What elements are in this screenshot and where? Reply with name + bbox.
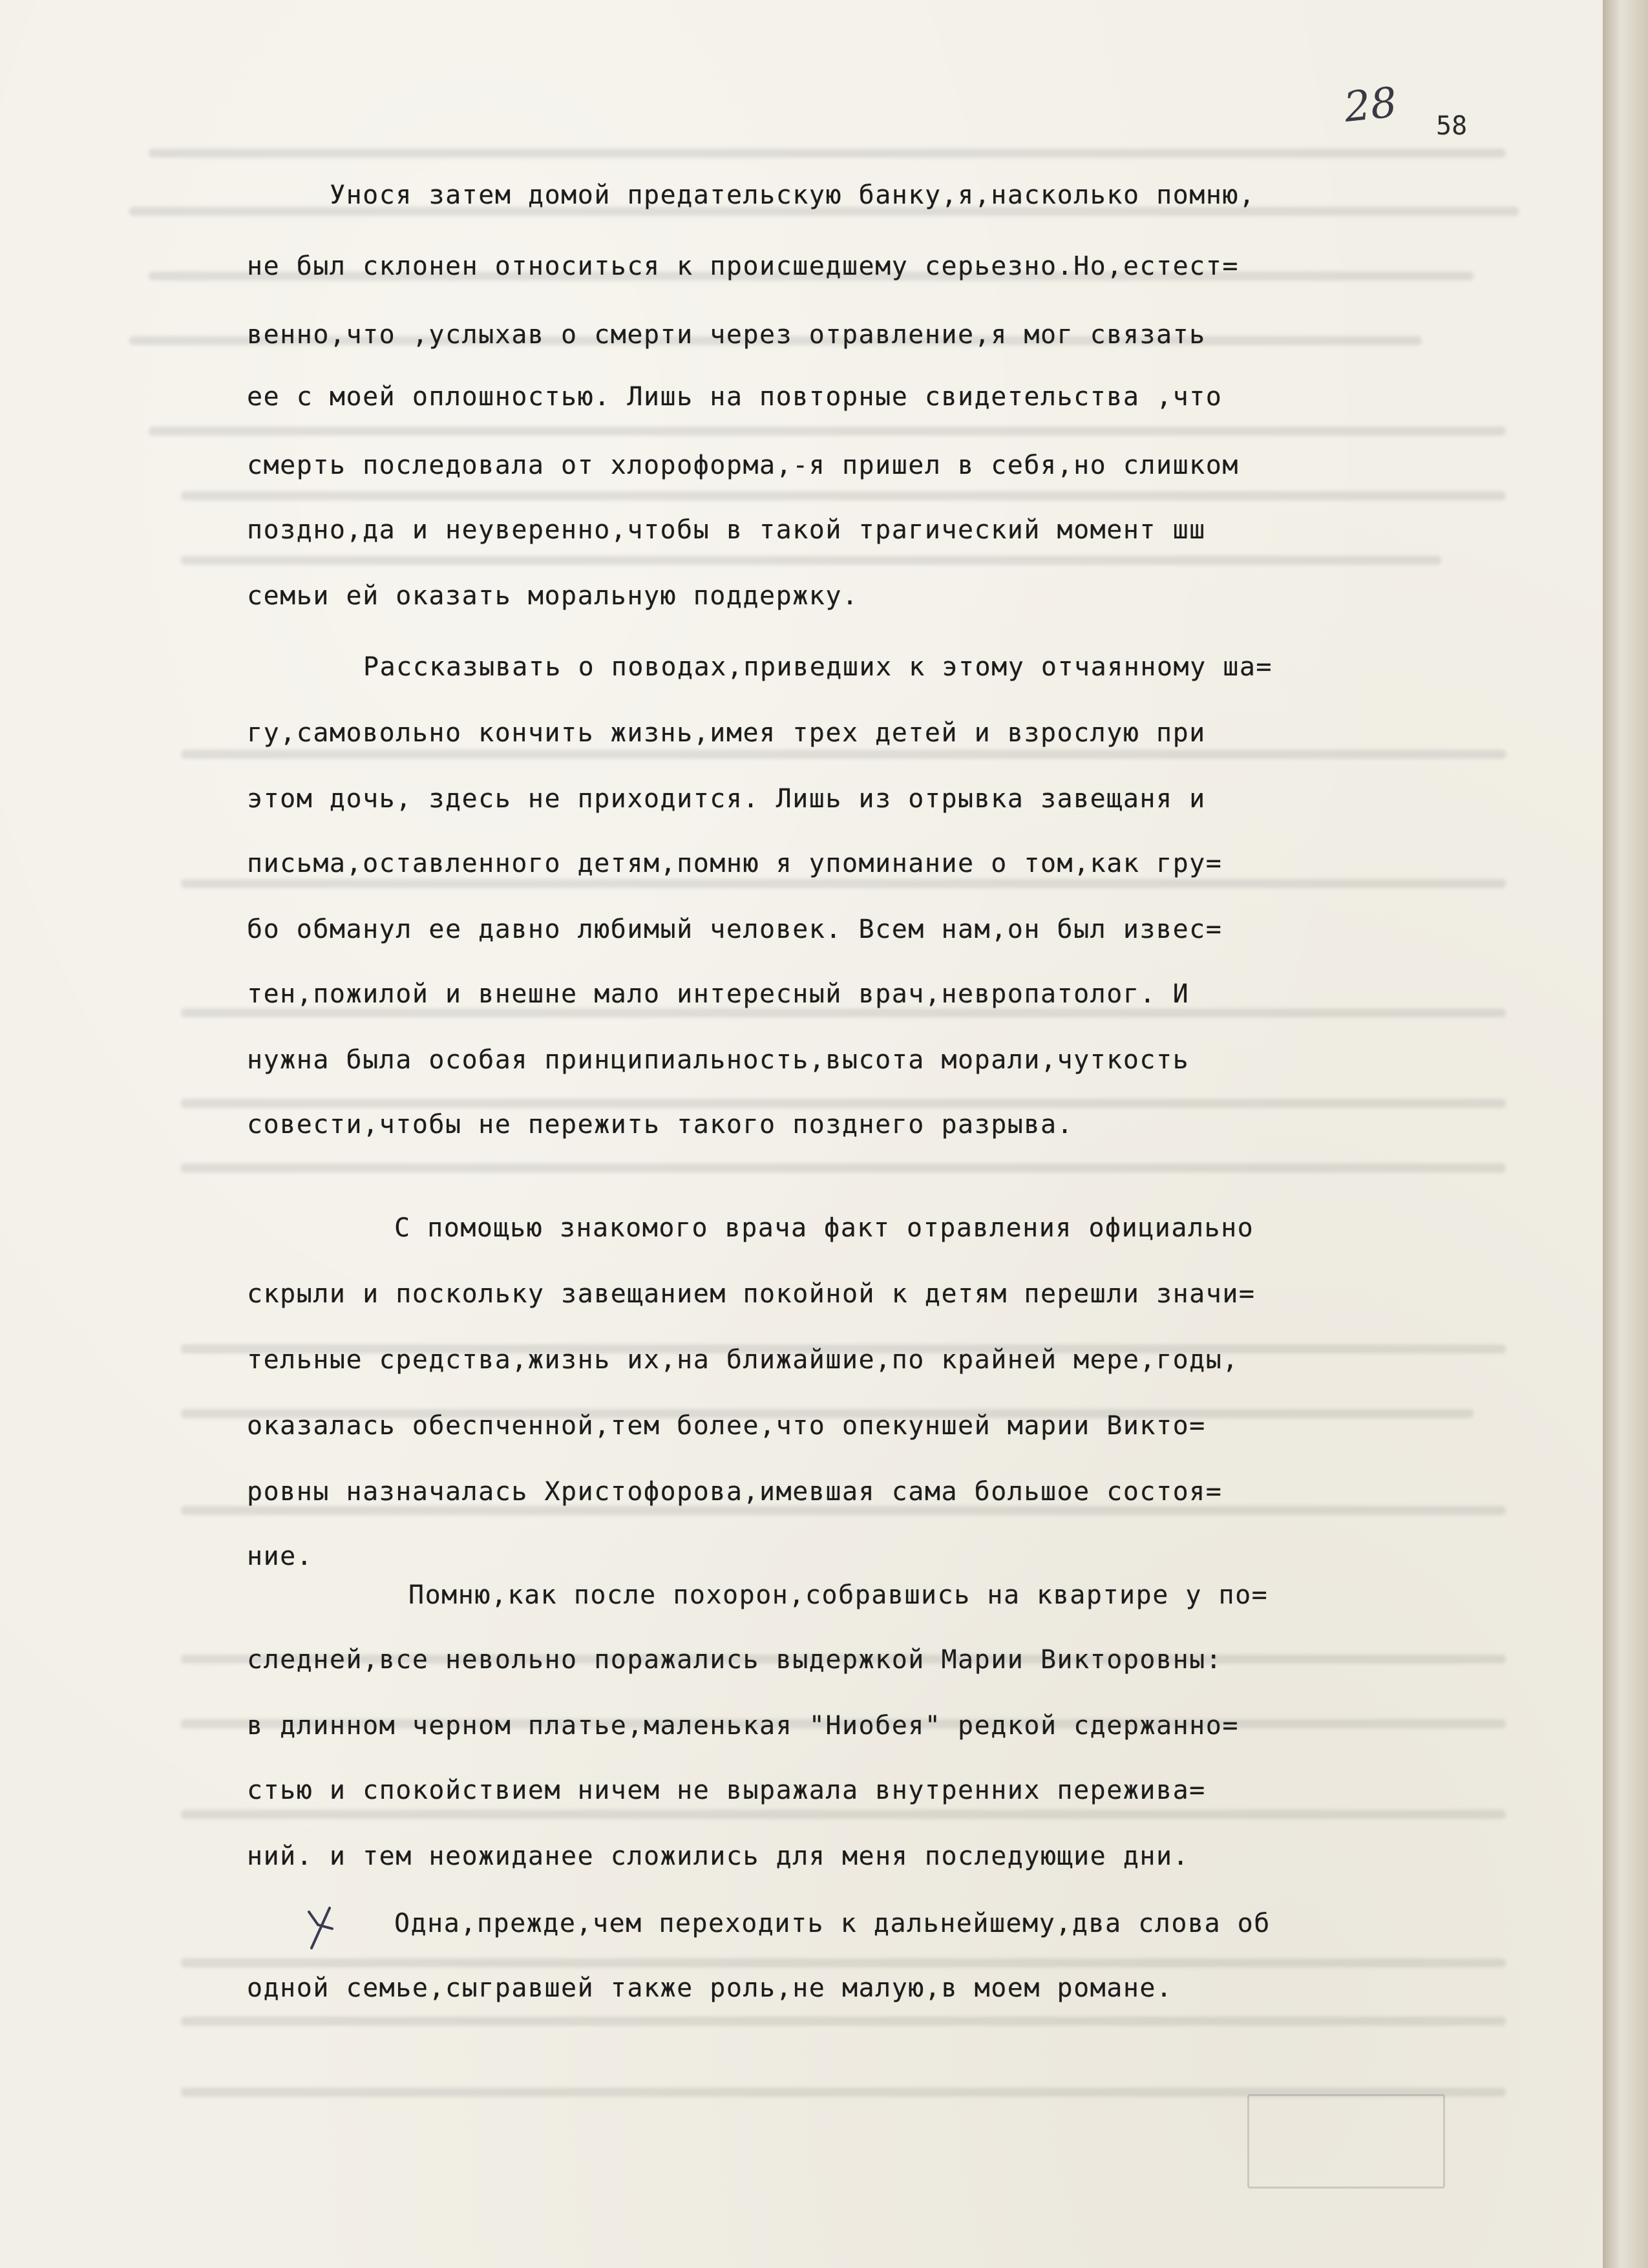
text-line: С помощью знакомого врача факт отравления официально [394, 1213, 1254, 1243]
text-line: венно,что ,услыхав о смерти через отравление,я мог связать [247, 320, 1206, 350]
text-line: стью и спокойствием ничем не выражала внутренних пережива= [247, 1775, 1206, 1805]
text-line: письма,оставленного детям,помню я упоминание о том,как гру= [247, 849, 1223, 878]
text-line: ее с моей оплошностью. Лишь на повторные свидетельства ,что [247, 382, 1223, 412]
text-line: бо обманул ее давно любимый человек. Всем нам,он был извес= [247, 915, 1223, 944]
handwritten-page-number: 28 [1342, 78, 1400, 132]
text-line: одной семье,сыгравшей также роль,не малую,в моем романе. [247, 1973, 1173, 2003]
text-line: скрыли и поскольку завещанием покойной к детям перешли значи= [247, 1279, 1256, 1309]
scan-edge [1603, 0, 1648, 2268]
text-line: смерть последовала от хлороформа,-я пришел в себя,но слишком [247, 450, 1239, 480]
text-line: Рассказывать о поводах,приведших к этому отчаянному ша= [363, 652, 1273, 682]
text-line: семьи ей оказать моральную поддержку. [247, 581, 859, 611]
text-line: этом дочь, здесь не приходится. Лишь из отрывка завещаня и [247, 784, 1206, 814]
text-line: поздно,да и неуверенно,чтобы в такой трагический момент шш [247, 515, 1206, 545]
text-line: ровны назначалась Христофорова,имевшая сама большое состоя= [247, 1477, 1223, 1507]
text-line: следней,все невольно поражались выдержкой Марии Викторовны: [247, 1645, 1223, 1675]
text-line: гу,самовольно кончить жизнь,имея трех детей и взрослую при [247, 718, 1206, 748]
text-line: нужна была особая принципиальность,высота морали,чуткость [247, 1045, 1190, 1075]
text-line: не был склонен относиться к происшедшему серьезно.Но,естест= [247, 251, 1239, 281]
archive-stamp [1247, 2094, 1445, 2189]
text-line: в длинном черном платье,маленькая "Ниобея" редкой сдержанно= [247, 1711, 1239, 1741]
text-line: Помню,как после похорон,собравшись на квартире у по= [408, 1580, 1269, 1610]
text-line: Унося затем домой предательскую банку,я,насколько помню, [330, 180, 1256, 210]
text-line: совести,чтобы не пережить такого позднего разрыва. [247, 1110, 1074, 1139]
text-line: Одна,прежде,чем переходить к дальнейшему,два слова об [394, 1909, 1271, 1938]
text-line: ние. [247, 1542, 313, 1571]
text-line: оказалась обеспченной,тем более,что опекуншей марии Викто= [247, 1411, 1206, 1441]
handwritten-correction-mark [304, 1905, 341, 1952]
text-line: ний. и тем неожиданее сложились для меня последующие дни. [247, 1841, 1190, 1871]
text-line: тен,пожилой и внешне мало интересный врач,невропатолог. И [247, 979, 1190, 1009]
page-number: 58 [1436, 111, 1468, 141]
text-line: тельные средства,жизнь их,на ближайшие,по крайней мере,годы, [247, 1345, 1239, 1375]
